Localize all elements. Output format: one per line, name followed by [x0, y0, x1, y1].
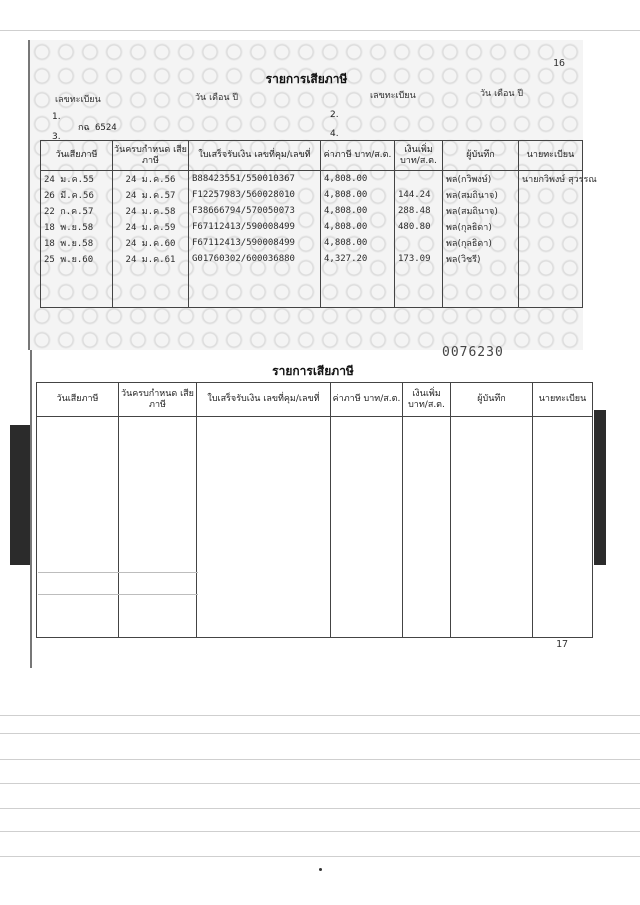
recorder-cell: พล(สมถินาจ)	[443, 187, 519, 203]
empty-cell	[451, 417, 533, 638]
plate-slot-number: 1.	[52, 112, 61, 122]
surcharge-cell	[395, 235, 443, 251]
plate-slot-number: 3.	[52, 132, 61, 142]
empty-cell	[197, 417, 331, 638]
receipt-cell: F67112413/590008499	[189, 219, 321, 235]
recorder-cell: พล(กุลธิดา)	[443, 219, 519, 235]
receipt-cell	[189, 267, 321, 307]
plate-slot-number: 2.	[330, 110, 339, 120]
paid-date-cell: 26 มี.ค.56	[41, 187, 113, 203]
col-header: นายทะเบียน	[533, 383, 593, 417]
surcharge-cell: 144.24	[395, 187, 443, 203]
notebook-line	[0, 783, 640, 784]
col-header: ผู้บันทึก	[443, 141, 519, 171]
notebook-line	[0, 856, 640, 857]
tax-table-upper	[40, 140, 597, 308]
notebook-line	[0, 733, 640, 734]
paid-date-cell: 18 พ.ย.58	[41, 219, 113, 235]
empty-cell	[37, 417, 119, 638]
table-row	[41, 235, 583, 251]
registrar-cell	[519, 267, 583, 307]
surcharge-cell: 480.80	[395, 219, 443, 235]
registrar-cell: นายกวิพงษ์ สุวรรณ	[519, 171, 583, 188]
recorder-cell: พล(สมถินาจ)	[443, 203, 519, 219]
empty-cell	[331, 417, 403, 638]
tax-cell: 4,808.00	[321, 203, 395, 219]
recorder-cell	[443, 267, 519, 307]
table-row	[41, 267, 583, 307]
paid-date-cell: 24 ม.ค.55	[41, 171, 113, 188]
table-row	[41, 251, 583, 267]
empty-cell	[119, 417, 197, 638]
receipt-cell: F38666794/570050073	[189, 203, 321, 219]
receipt-cell: F12257983/560028010	[189, 187, 321, 203]
notebook-line	[0, 808, 640, 809]
tax-cell: 4,808.00	[321, 187, 395, 203]
empty-cell	[403, 417, 451, 638]
paid-date-cell: 22 ก.ค.57	[41, 203, 113, 219]
registrar-cell	[519, 235, 583, 251]
col-header: ค่าภาษี บาท/ส.ต.	[321, 141, 395, 171]
tax-cell: 4,808.00	[321, 219, 395, 235]
surcharge-cell	[395, 171, 443, 188]
registrar-cell	[519, 187, 583, 203]
paid-date-cell: 25 พ.ย.60	[41, 251, 113, 267]
registrar-cell	[519, 219, 583, 235]
photo-edge-left	[10, 425, 30, 565]
receipt-cell: F67112413/590008499	[189, 235, 321, 251]
col-header: นายทะเบียน	[519, 141, 583, 171]
col-header: ผู้บันทึก	[451, 383, 533, 417]
due-date-cell: 24 ม.ค.56	[113, 171, 189, 188]
col-header: เงินเพิ่ม บาท/ส.ต.	[403, 383, 451, 417]
table-row	[41, 171, 583, 188]
serial-number: 0076230	[442, 345, 504, 360]
col-header: ค่าภาษี บาท/ส.ต.	[331, 383, 403, 417]
due-date-cell: 24 ม.ค.58	[113, 203, 189, 219]
col-header: วันเสียภาษี	[41, 141, 113, 171]
page-title: รายการเสียภาษี	[272, 364, 354, 378]
table-row	[41, 203, 583, 219]
surcharge-cell: 288.48	[395, 203, 443, 219]
ink-dot	[319, 868, 322, 871]
paid-date-cell: 18 พ.ย.58	[41, 235, 113, 251]
col-header: ใบเสร็จรับเงิน เลขที่คุม/เลขที่	[197, 383, 331, 417]
plate-slot-number: 4.	[330, 129, 339, 139]
tax-cell	[321, 267, 395, 307]
registrar-cell	[519, 251, 583, 267]
tax-cell: 4,808.00	[321, 171, 395, 188]
header-label-date: วัน เดือน ปี	[195, 93, 239, 103]
due-date-cell: 24 ม.ค.60	[113, 235, 189, 251]
header-label-date: วัน เดือน ปี	[480, 89, 524, 99]
col-header: ใบเสร็จรับเงิน เลขที่คุม/เลขที่	[189, 141, 321, 171]
plate-value: กฉ 6524	[78, 123, 117, 133]
surcharge-cell	[395, 267, 443, 307]
notebook-line	[0, 715, 640, 716]
header-label-plate: เลขทะเบียน	[55, 95, 101, 105]
paid-date-cell	[41, 267, 113, 307]
registrar-cell	[519, 203, 583, 219]
due-date-cell: 24 ม.ค.57	[113, 187, 189, 203]
notebook-line	[0, 831, 640, 832]
tax-record-page-upper	[28, 40, 597, 350]
notebook-line	[0, 759, 640, 760]
col-header: วันครบกำหนด เสียภาษี	[119, 383, 197, 417]
due-date-cell	[113, 267, 189, 307]
recorder-cell: พล(วิชรี)	[443, 251, 519, 267]
surcharge-cell: 173.09	[395, 251, 443, 267]
due-date-cell: 24 ม.ค.59	[113, 219, 189, 235]
page-number: 16	[552, 58, 565, 69]
page-title: รายการเสียภาษี	[265, 72, 348, 86]
receipt-cell: G01760302/600036880	[189, 251, 321, 267]
page-number: 17	[555, 639, 568, 650]
table-row	[41, 219, 583, 235]
receipt-cell: B88423551/550010367	[189, 171, 321, 188]
table-row	[41, 187, 583, 203]
col-header: เงินเพิ่ม บาท/ส.ต.	[395, 141, 443, 171]
recorder-cell: พล(กุลธิดา)	[443, 235, 519, 251]
col-header: วันครบกำหนด เสียภาษี	[113, 141, 189, 171]
tax-table-lower	[36, 382, 593, 638]
col-header: วันเสียภาษี	[37, 383, 119, 417]
row-guide	[38, 594, 198, 595]
recorder-cell: พล(กวิพงษ์)	[443, 171, 519, 188]
tax-record-page-lower	[30, 345, 594, 668]
due-date-cell: 24 ม.ค.61	[113, 251, 189, 267]
empty-cell	[533, 417, 593, 638]
header-label-plate: เลขทะเบียน	[370, 91, 416, 101]
tax-cell: 4,327.20	[321, 251, 395, 267]
row-guide	[38, 572, 198, 573]
notebook-line	[0, 30, 640, 31]
tax-cell: 4,808.00	[321, 235, 395, 251]
